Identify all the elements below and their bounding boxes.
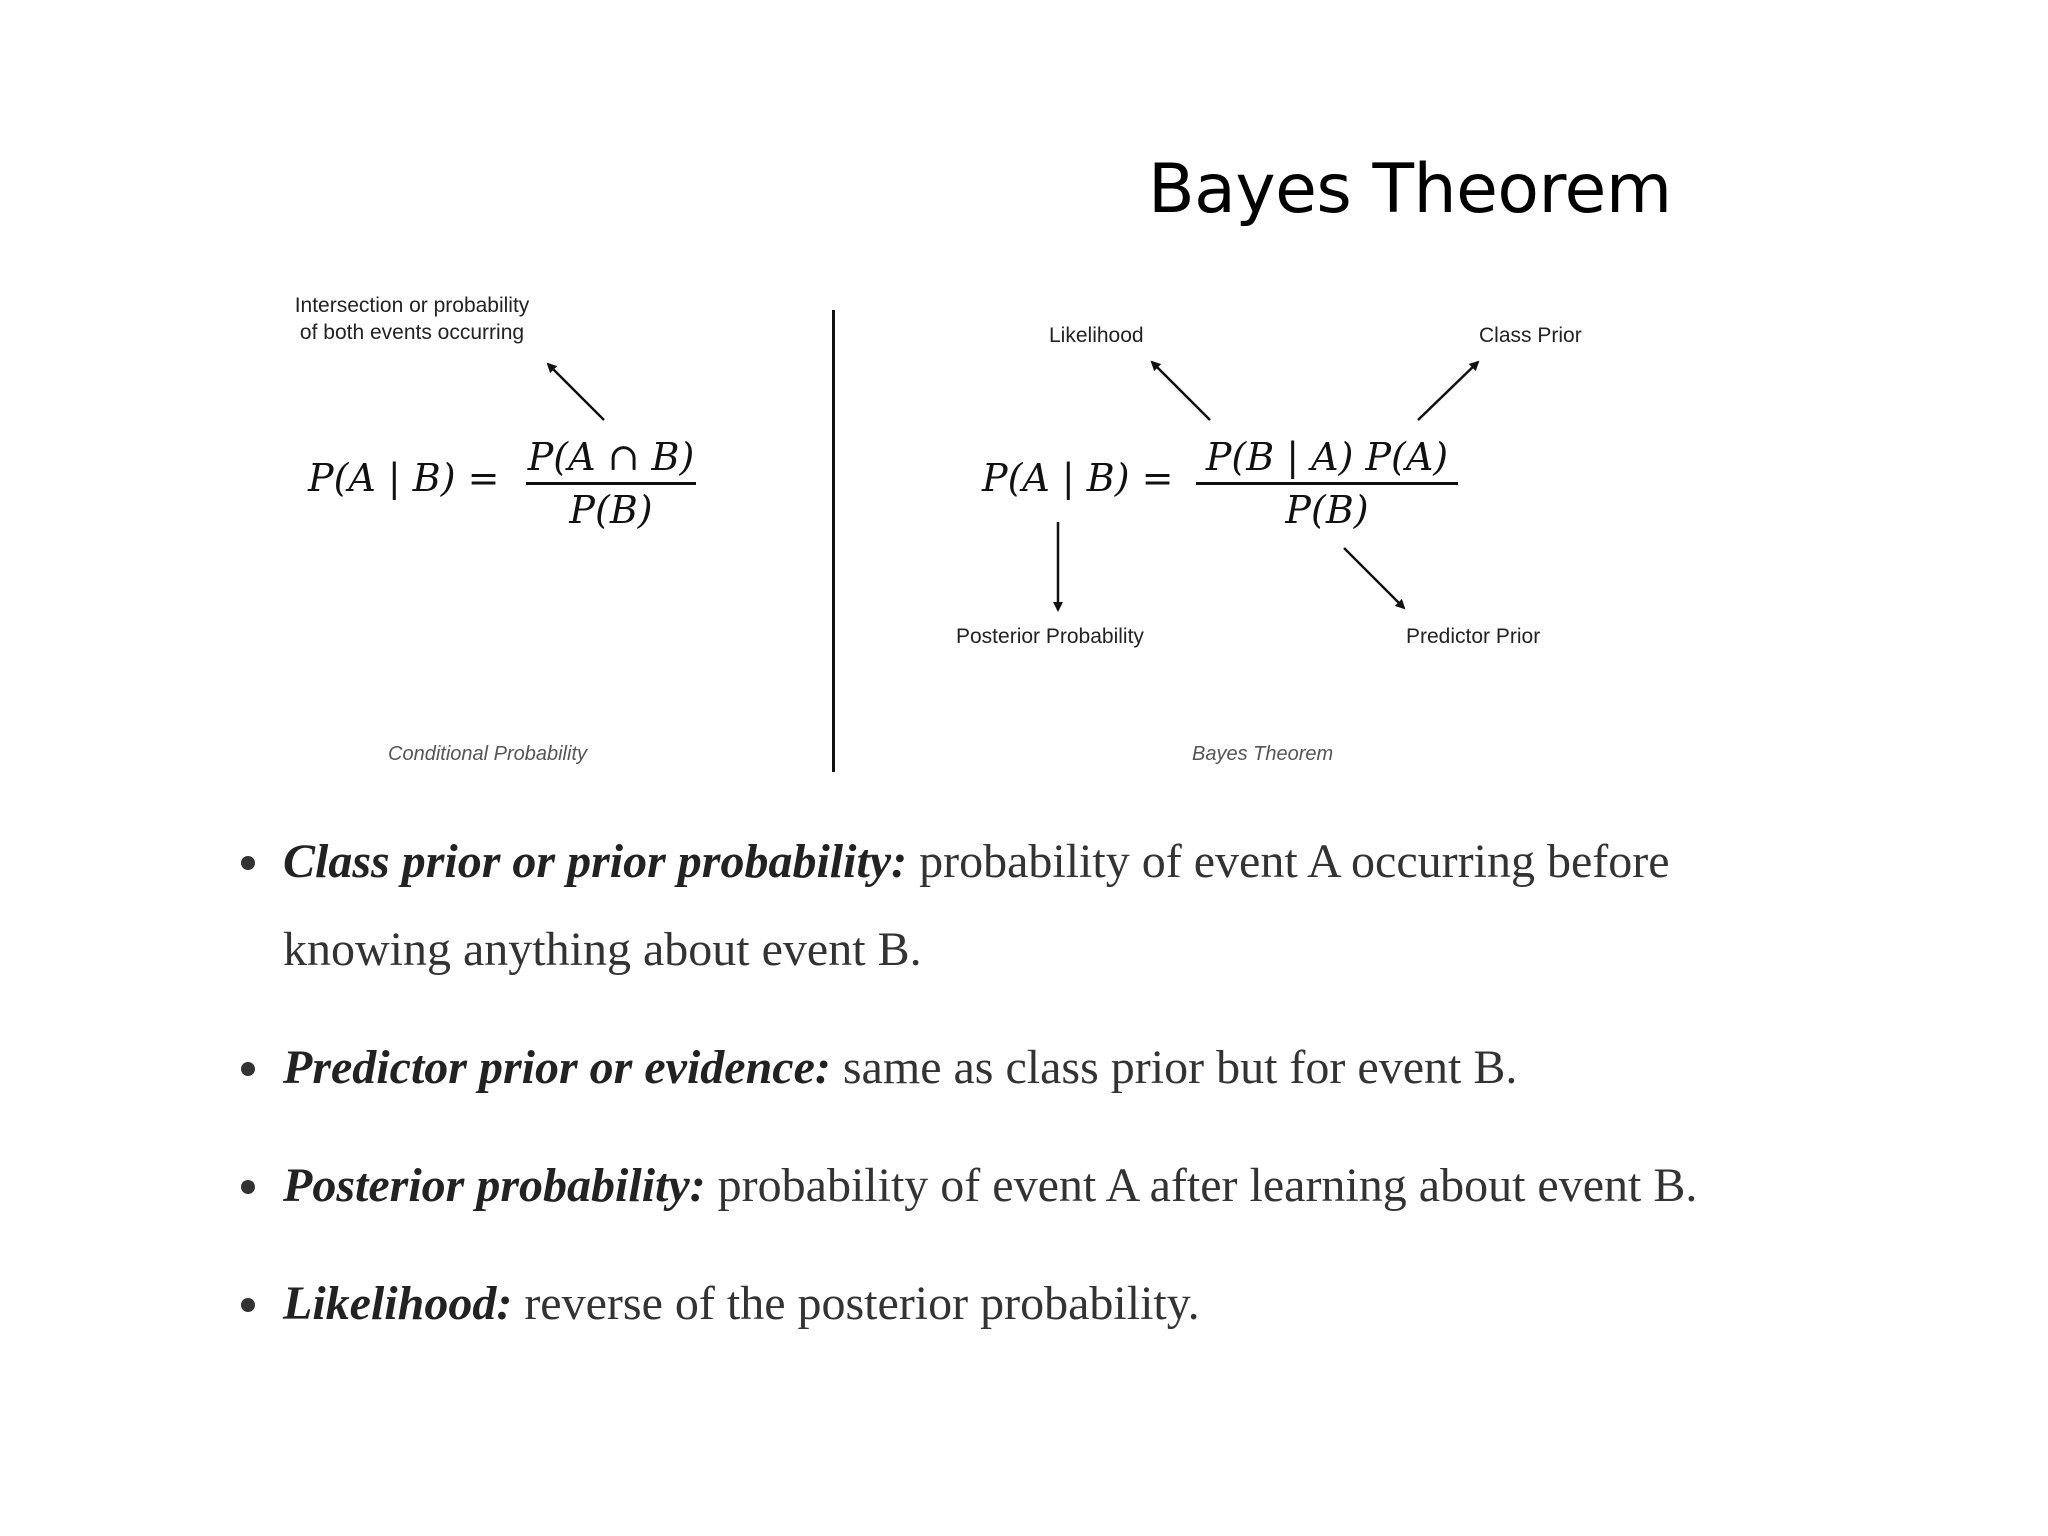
bullet-text: reverse of the posterior probability. (512, 1277, 1200, 1330)
bullet-term: Predictor prior or evidence: (283, 1041, 831, 1094)
bullet-term: Class prior or prior probability: (283, 835, 908, 888)
bullet-dot (241, 856, 255, 870)
bullet-posterior (230, 1142, 1770, 1230)
bullet-text: same as class prior but for event B. (830, 1041, 1518, 1094)
bayes-lhs: P(A | B) = (982, 456, 1174, 500)
bullet-likelihood (230, 1260, 1770, 1348)
conditional-numerator: P(A ∩ B) (527, 435, 695, 479)
intersection-arrow (548, 364, 604, 420)
class-prior-arrow (1418, 362, 1478, 420)
class-prior-label: Class Prior (1479, 324, 1582, 347)
bullet-dot (241, 1062, 255, 1076)
conditional-lhs: P(A | B) = (308, 456, 500, 500)
bullet-term: Likelihood: (283, 1277, 513, 1330)
bayes-caption: Bayes Theorem (1192, 743, 1334, 765)
definition-list (230, 818, 1770, 1348)
conditional-denominator: P(B) (569, 488, 653, 532)
likelihood-arrow (1152, 362, 1210, 420)
bullet-term: Posterior probability: (283, 1159, 706, 1212)
bullet-dot (241, 1298, 255, 1312)
bullet-class-prior (230, 818, 1770, 994)
bullet-predictor-prior (230, 1024, 1770, 1112)
predictor-prior-label: Predictor Prior (1406, 625, 1541, 648)
bullet-text: probability of event A occurring before knowing anything about event B. (283, 835, 1670, 976)
bayes-numerator: P(B | A) P(A) (1205, 435, 1449, 479)
conditional-caption: Conditional Probability (388, 743, 588, 765)
bullet-dot (241, 1180, 255, 1194)
posterior-label: Posterior Probability (956, 625, 1144, 648)
bullet-text: probability of event A after learning about event B. (705, 1159, 1698, 1212)
likelihood-label: Likelihood (1049, 324, 1144, 347)
bayes-denominator: P(B) (1285, 488, 1369, 532)
intersection-annotation: Intersection or probability of both events occurring (294, 294, 530, 344)
predictor-prior-arrow (1344, 548, 1404, 608)
slide-title: Bayes Theorem (1148, 150, 1672, 229)
